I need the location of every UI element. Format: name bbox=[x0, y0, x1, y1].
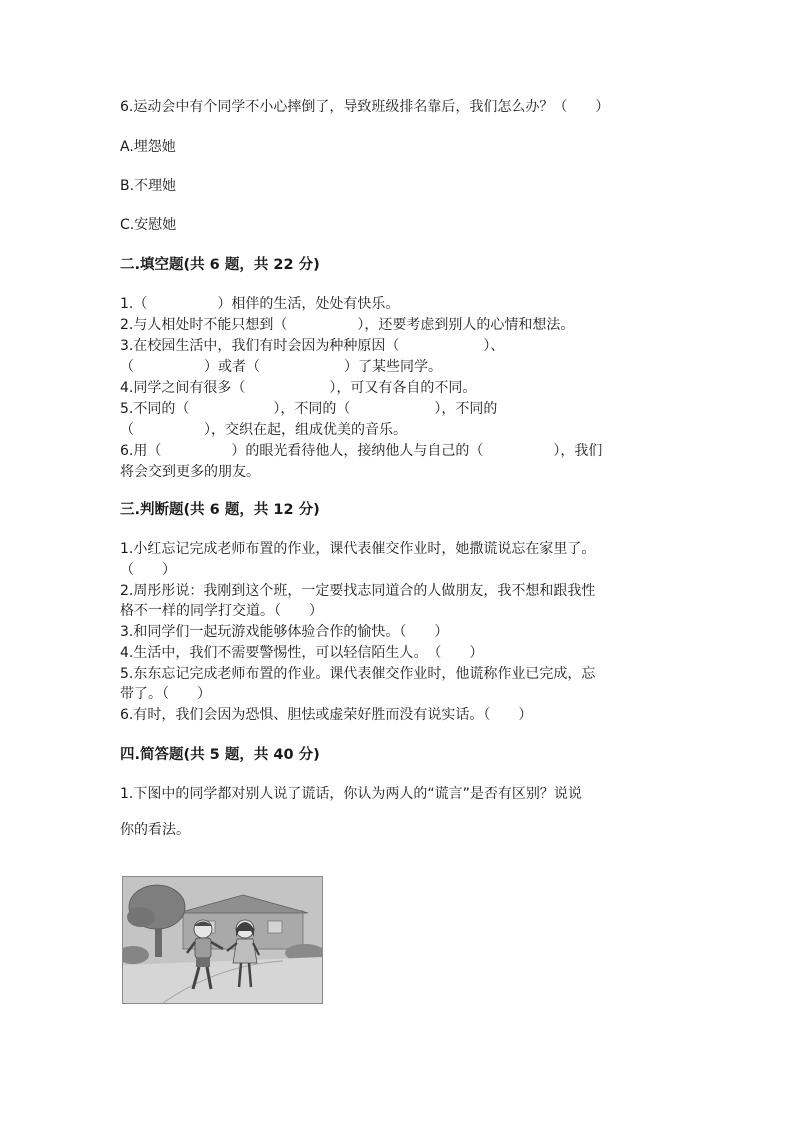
section-4-heading: 四.简答题(共 5 题，共 40 分) bbox=[120, 747, 320, 763]
option-b: B.不理她 bbox=[120, 178, 177, 194]
short-answer-q1-line2: 你的看法。 bbox=[120, 822, 190, 838]
section-3-heading: 三.判断题(共 6 题，共 12 分) bbox=[120, 502, 320, 518]
true-false-line: （ ） bbox=[120, 562, 176, 578]
true-false-line: 2.周彤彤说：我刚到这个班，一定要找志同道合的人做朋友，我不想和跟我性 bbox=[120, 583, 596, 599]
option-c: C.安慰她 bbox=[120, 217, 177, 233]
true-false-line: 4.生活中，我们不需要警惕性，可以轻信陌生人。 （ ） bbox=[120, 645, 484, 661]
true-false-line: 5.东东忘记完成老师布置的作业。课代表催交作业时，他谎称作业已完成，忘 bbox=[120, 666, 596, 682]
fill-blank-line: 将会交到更多的朋友。 bbox=[120, 464, 260, 480]
question-6-stem: 6.运动会中有个同学不小心摔倒了，导致班级排名靠后，我们怎么办？（ ） bbox=[120, 99, 610, 115]
short-answer-q1-line1: 1.下图中的同学都对别人说了谎话，你认为两人的“谎言”是否有区别？说说 bbox=[120, 786, 582, 802]
true-false-line: 带了。（ ） bbox=[120, 686, 211, 702]
fill-blank-line: 4.同学之间有很多（ ），可又有各自的不同。 bbox=[120, 380, 477, 396]
section-2-heading: 二.填空题(共 6 题，共 22 分) bbox=[120, 257, 320, 273]
fill-blank-line: （ ），交织在起，组成优美的音乐。 bbox=[120, 422, 407, 438]
true-false-line: 6.有时，我们会因为恐惧、胆怯或虚荣好胜而没有说实话。（ ） bbox=[120, 707, 533, 723]
true-false-line: 1.小红忘记完成老师布置的作业，课代表催交作业时，她撒谎说忘在家里了。 bbox=[120, 541, 596, 557]
fill-blank-line: 5.不同的（ ），不同的（ ），不同的 bbox=[120, 401, 498, 417]
children-talking-illustration bbox=[122, 876, 323, 1004]
fill-blank-line: 2.与人相处时不能只想到（ ），还要考虑到别人的心情和想法。 bbox=[120, 317, 575, 333]
fill-blank-line: 3.在校园生活中，我们有时会因为种种原因（ ）、 bbox=[120, 338, 505, 354]
fill-blank-line: 1.（ ）相伴的生活，处处有快乐。 bbox=[120, 296, 400, 312]
true-false-line: 格不一样的同学打交道。（ ） bbox=[120, 603, 323, 619]
true-false-line: 3.和同学们一起玩游戏能够体验合作的愉快。（ ） bbox=[120, 624, 449, 640]
fill-blank-line: 6.用（ ）的眼光看待他人，接纳他人与自己的（ ），我们 bbox=[120, 443, 603, 459]
option-a: A.埋怨她 bbox=[120, 139, 176, 155]
fill-blank-line: （ ）或者（ ）了某些同学。 bbox=[120, 359, 442, 375]
